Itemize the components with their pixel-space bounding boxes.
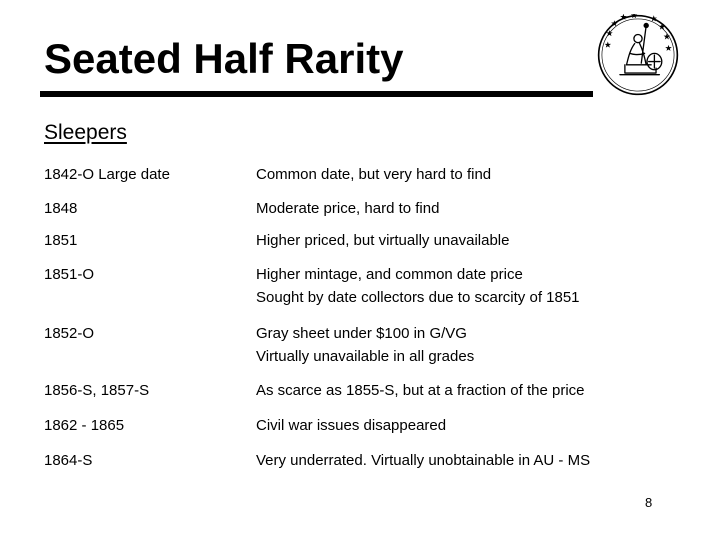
coin-description — [256, 263, 696, 309]
coin-description — [256, 322, 696, 368]
coin-date: 1864-S — [44, 452, 93, 469]
coin-description — [256, 449, 696, 472]
description-line: Very underrated. Virtually unobtainable in AU - MS — [256, 452, 591, 469]
description-line: Gray sheet under $100 in G/VG — [256, 325, 467, 342]
coin-date: 1848 — [44, 200, 78, 217]
coin-date: 1852-O — [44, 325, 95, 342]
page-number: 8 — [645, 495, 653, 510]
description-line: As scarce as 1855-S, but at a fraction of the price — [256, 382, 585, 399]
coin-description — [256, 414, 696, 437]
description-line: Moderate price, hard to find — [256, 200, 440, 217]
coin-date: 1862 - 1865 — [44, 417, 125, 434]
description-line: Sought by date collectors due to scarcity of 1851 — [256, 289, 580, 306]
coin-description — [256, 379, 696, 402]
coin-description — [256, 197, 696, 220]
coin-date: 1842-O Large date — [44, 166, 170, 183]
description-line: Civil war issues disappeared — [256, 417, 447, 434]
description-line: Higher priced, but virtually unavailable — [256, 232, 510, 249]
coin-date: 1856-S, 1857-S — [44, 382, 150, 399]
section-heading: Sleepers — [44, 121, 127, 144]
seated-liberty-coin-icon — [597, 14, 679, 96]
coin-description — [256, 229, 696, 252]
coin-date: 1851 — [44, 232, 78, 249]
slide-title: Seated Half Rarity — [44, 35, 404, 82]
title-underline-rule — [40, 91, 593, 97]
description-line: Common date, but very hard to find — [256, 166, 492, 183]
coin-description — [256, 163, 696, 186]
description-line: Virtually unavailable in all grades — [256, 348, 475, 365]
description-line: Higher mintage, and common date price — [256, 266, 523, 283]
coin-date: 1851-O — [44, 266, 95, 283]
